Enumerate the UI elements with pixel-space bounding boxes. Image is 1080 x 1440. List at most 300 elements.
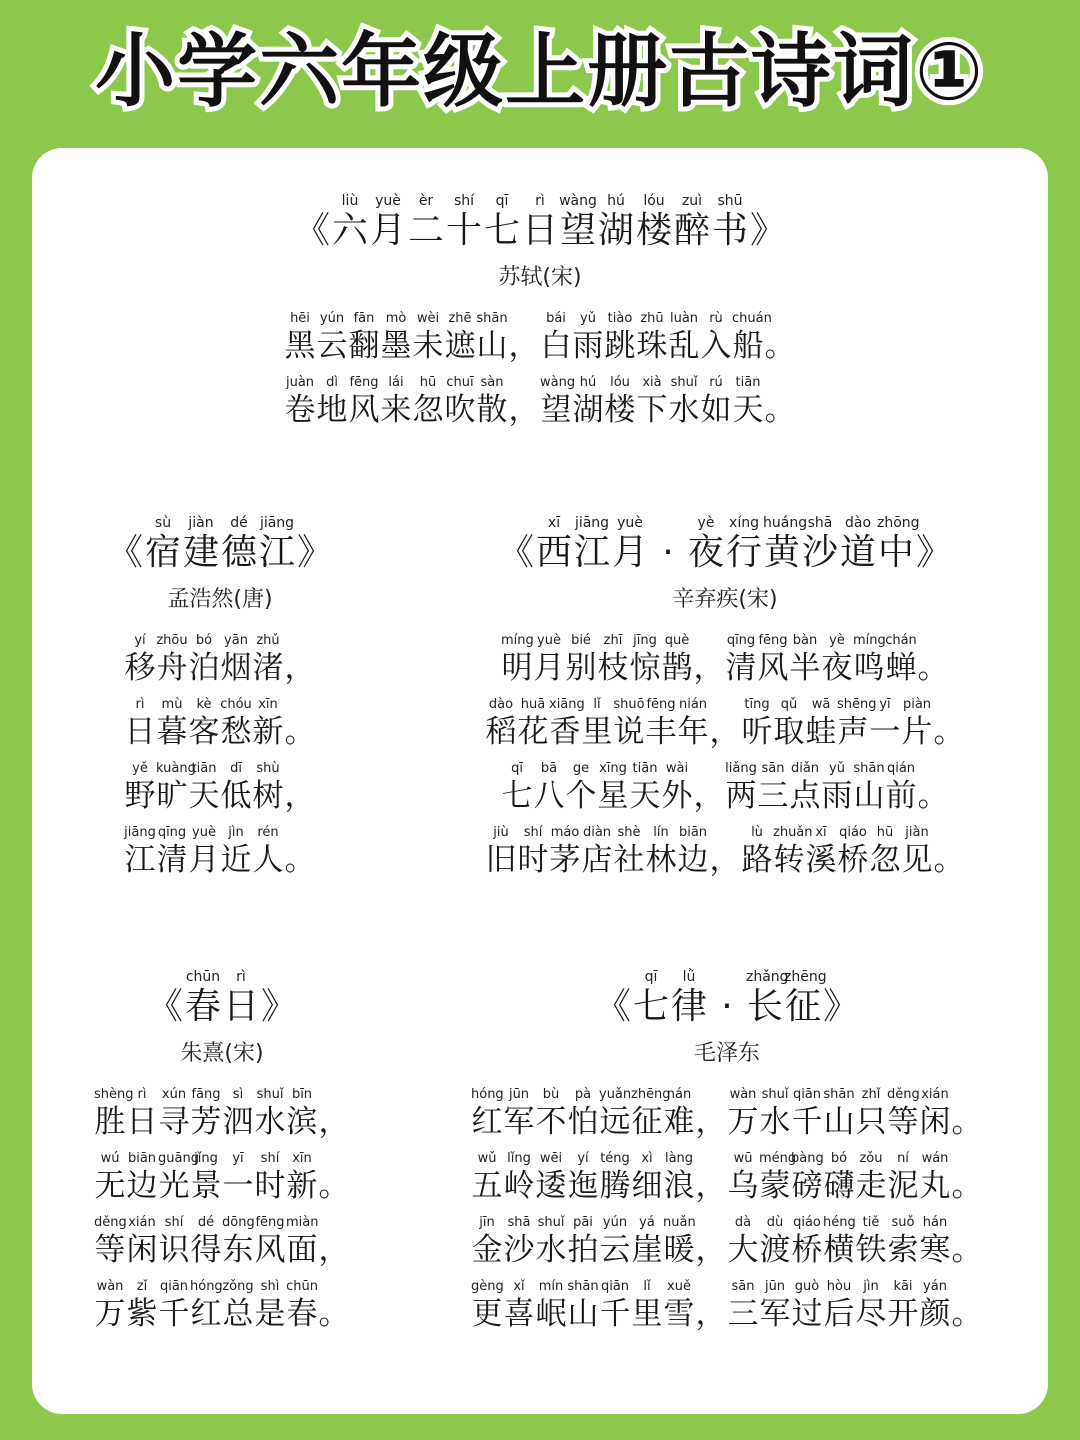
verse-char [286,1279,318,1333]
hanzi: 半 [789,650,821,686]
verse-char [126,1151,158,1205]
hanzi: 泗 [222,1104,254,1140]
pinyin: jìn [228,825,244,840]
verse-char [915,514,953,574]
hanzi: · [721,986,733,1027]
verse-char [670,968,708,1028]
verse-char [158,1279,190,1333]
poem-1 [32,192,1048,439]
pinyin: bié [571,633,591,648]
poem-title [72,968,372,1028]
pinyin: dōng [222,1215,255,1230]
hanzi: 七 [483,210,520,251]
pinyin: dào [844,515,872,531]
hanzi: 水 [254,1104,286,1140]
verse-char [190,1279,222,1333]
verse-char [673,192,711,252]
pinyin [146,968,184,986]
hanzi: 》 [260,986,297,1027]
pinyin: téng [600,1151,630,1166]
pinyin: zǒng [222,1279,254,1294]
verse-char [156,825,188,879]
hanzi: 转 [773,842,805,878]
page-title: 小学六年级上册古诗词① [95,25,985,118]
hanzi: 见 [901,842,933,878]
hanzi: 乌 [727,1168,759,1204]
hanzi: ， [508,328,540,364]
pinyin: lǐ [593,697,601,712]
pinyin: hū [876,825,894,840]
hanzi: 暖 [663,1232,695,1268]
hanzi: 远 [599,1104,631,1140]
hanzi: 德 [220,532,257,573]
verse-line [430,633,1020,687]
pinyin: yè [697,515,715,531]
pinyin: bīn [291,1087,313,1102]
verse-char [668,311,700,365]
hanzi: 店 [581,842,613,878]
verse-char [764,375,796,429]
pinyin: guāng [158,1151,199,1166]
pinyin: chán [885,633,917,648]
verse-char [222,968,260,1028]
verse-char [331,192,369,252]
hanzi: 总 [222,1296,254,1332]
hanzi: 前 [885,778,917,814]
pinyin: mù [161,697,183,712]
hanzi: 开 [887,1296,919,1332]
pinyin: dī [230,761,242,776]
hanzi: 旷 [156,778,188,814]
poem-3 [430,514,1020,889]
verse-char [124,633,156,687]
hanzi: 天 [188,778,220,814]
hanzi: 别 [565,650,597,686]
hanzi: 时 [254,1168,286,1204]
hanzi: 》 [749,210,786,251]
verse-char [599,1215,631,1269]
verse-char [293,192,331,252]
verse-char [631,1087,671,1141]
hanzi: 边 [126,1168,158,1204]
verse-char [444,311,476,365]
hanzi: 后 [823,1296,855,1332]
hanzi: 不 [535,1104,567,1140]
verse-char [503,1279,535,1333]
pinyin: shì [260,1279,280,1294]
pinyin: shù [256,761,280,776]
verse-char [567,1279,599,1333]
hanzi: 一 [869,714,901,750]
pinyin: sān [761,761,785,776]
verse-char [677,825,709,879]
verse-line [70,633,370,687]
hanzi: 渡 [759,1232,791,1268]
hanzi: 。 [917,650,949,686]
verse-char [837,825,869,879]
pinyin: qiān [159,1279,189,1294]
verse-char [791,1215,823,1269]
verse-char [645,697,677,751]
poem-author: 朱熹(宋) [180,1041,264,1066]
pinyin: wā [811,697,831,712]
pinyin: hú [607,193,625,209]
hanzi: 星 [597,778,629,814]
pinyin [749,192,787,210]
hanzi: 。 [764,392,796,428]
pinyin: kuàng [156,761,196,776]
verse-char [869,697,901,751]
hanzi: 五 [471,1168,503,1204]
hanzi: 细 [631,1168,663,1204]
verse-char [188,633,220,687]
pinyin: wú [100,1151,120,1166]
pinyin: děng [887,1087,920,1102]
verse-char [348,375,380,429]
verse-char [318,1087,350,1141]
verse-char [594,968,632,1028]
verse-char [629,761,661,815]
pinyin [709,825,741,841]
verse-char [258,514,296,574]
pinyin: tiào [607,311,633,326]
pinyin: shān [853,761,885,776]
hanzi: 枝 [597,650,629,686]
verse-char [789,761,821,815]
pinyin: bái [546,311,566,326]
hanzi: 散 [476,392,508,428]
poem-2 [70,514,370,889]
verse-char [471,1215,503,1269]
verse-char [521,192,559,252]
hanzi: 蛙 [805,714,837,750]
pinyin: hóng [471,1087,504,1102]
pinyin [915,514,953,532]
verse-char [599,1087,631,1141]
hanzi: 浪 [663,1168,695,1204]
hanzi: 湖 [572,392,604,428]
pinyin [695,1087,727,1103]
verse-char [476,311,508,365]
poem-author: 苏轼(宋) [498,265,582,290]
pinyin: míng [853,633,886,648]
hanzi: 金 [471,1232,503,1268]
verse-char [535,1087,567,1141]
verse-char [190,1151,222,1205]
verse-char [220,633,252,687]
verse-char [222,1279,254,1333]
hanzi: 丰 [645,714,677,750]
pinyin: làng [664,1151,694,1166]
pinyin: qī [495,193,509,209]
hanzi: 稻 [485,714,517,750]
verse-char [695,1087,727,1141]
pinyin [764,375,796,391]
pinyin: tiān [735,375,761,390]
pinyin: hú [579,375,597,390]
pinyin: bàn [792,633,818,648]
pinyin: zhōu [156,633,188,648]
verse-char [711,192,749,252]
verse-char [663,1215,695,1269]
verse-char [855,1087,887,1141]
hanzi: ， [695,1168,727,1204]
verse-char [853,761,885,815]
pinyin: tīng [744,697,770,712]
verse-char [757,761,789,815]
pinyin [764,311,796,327]
pinyin [293,192,331,210]
hanzi: 旧 [485,842,517,878]
verse-char [604,375,636,429]
pinyin [284,697,316,713]
hanzi: 景 [190,1168,222,1204]
verse-char [188,697,220,751]
poem-verses [430,633,1020,879]
verse-char [284,375,316,429]
hanzi: 墨 [380,328,412,364]
verse-line [72,1279,372,1333]
verse-char [887,1279,919,1333]
verse-char [565,761,597,815]
hanzi: 江 [124,842,156,878]
verse-char [693,761,725,815]
hanzi: 翻 [348,328,380,364]
pinyin [508,375,540,391]
verse-char [887,1087,919,1141]
verse-char [661,761,693,815]
hanzi: 桥 [791,1232,823,1268]
pinyin [695,1151,727,1167]
hanzi: 只 [855,1104,887,1140]
hanzi: 云 [599,1232,631,1268]
verse-char [497,514,535,574]
hanzi: 道 [839,532,876,573]
pinyin: yuǎn [599,1087,632,1102]
hanzi: 溪 [805,842,837,878]
pinyin: shí [523,825,543,840]
hanzi: 取 [773,714,805,750]
hanzi: 新 [286,1168,318,1204]
hanzi: 《 [497,532,534,573]
verse-char [124,697,156,751]
verse-char [663,1279,695,1333]
pinyin: zhuǎn [773,825,813,840]
verse-char [784,968,827,1028]
verse-char [483,192,521,252]
verse-char [773,825,813,879]
verse-char [732,375,764,429]
verse-char [822,968,860,1028]
hanzi: 雪 [663,1296,695,1332]
verse-line [417,1215,1037,1269]
verse-char [727,1151,759,1205]
hanzi: 。 [951,1296,983,1332]
pinyin: lín [653,825,669,840]
pinyin: hán [922,1215,948,1230]
verse-char [567,1215,599,1269]
verse-char [700,311,732,365]
hanzi: 春 [286,1296,318,1332]
pinyin [693,633,725,649]
pinyin: mín [538,1279,564,1294]
verse-char [741,825,773,879]
pinyin: liù [341,193,359,209]
poem-author: 孟浩然(唐) [167,587,273,612]
verse-char [188,761,220,815]
pinyin: bā [540,761,558,776]
verse-char [773,697,805,751]
verse-char [485,825,517,879]
pinyin [709,697,741,713]
verse-char [501,761,533,815]
pinyin: xì [641,1151,653,1166]
pinyin: xún [161,1087,187,1102]
hanzi: 寻 [158,1104,190,1140]
verse-char [725,633,757,687]
verse-char [725,514,763,574]
verse-char [222,1215,254,1269]
pinyin [318,1215,350,1231]
verse-char [855,1215,887,1269]
verse-char [471,1151,503,1205]
hanzi: 天 [629,778,661,814]
pinyin: zuì [681,193,703,209]
verse-char [124,825,156,879]
pinyin: lù [751,825,763,840]
hanzi: 江 [258,532,295,573]
pinyin: bó [195,633,213,648]
verse-char [549,825,581,879]
hanzi: 七 [501,778,533,814]
pinyin [318,1279,350,1295]
verse-char [951,1215,983,1269]
hanzi: 》 [822,986,859,1027]
hanzi: 万 [727,1104,759,1140]
verse-char [517,697,549,751]
verse-line [430,697,1020,751]
pinyin: gèng [471,1279,504,1294]
hanzi: 楼 [635,210,672,251]
verse-char [635,192,673,252]
pinyin: shuǐ [256,1087,284,1102]
pinyin: qiān [792,1087,822,1102]
pinyin: jiù [493,825,509,840]
verse-char [951,1151,983,1205]
pinyin: jūn [508,1087,530,1102]
pinyin [497,514,535,532]
hanzi: 沙 [801,532,838,573]
verse-char [663,1087,695,1141]
verse-char [611,514,649,574]
pinyin: zhēng [784,969,827,985]
verse-char [581,825,613,879]
pinyin: shān [823,1087,855,1102]
hanzi: 夜 [687,532,724,573]
hanzi: 卷 [284,392,316,428]
pinyin: bàng [791,1151,824,1166]
verse-char [933,697,965,751]
verse-char [746,968,789,1028]
hanzi: 难 [663,1104,695,1140]
pinyin: liǎng [725,761,757,776]
pinyin: jiāng [124,825,156,840]
pinyin: lǐng [507,1151,531,1166]
pinyin: sù [154,515,172,531]
pinyin: jūn [764,1279,786,1294]
hanzi: 天 [732,392,764,428]
pinyin: xiāng [549,697,585,712]
pinyin: tiān [191,761,217,776]
pinyin: qiān [600,1279,630,1294]
hanzi: 》 [915,532,952,573]
pinyin: jīn [479,1215,495,1230]
verse-char [823,1151,855,1205]
hanzi: ， [284,650,316,686]
pinyin: èr [418,193,434,209]
hanzi: ， [695,1232,727,1268]
verse-char [146,968,184,1028]
pinyin: guò [794,1279,820,1294]
pinyin: hēi [290,311,310,326]
hanzi: 暮 [156,714,188,750]
hanzi: 紫 [126,1296,158,1332]
verse-char [757,633,789,687]
pinyin: dé [197,1215,215,1230]
pinyin: yuè [617,515,643,531]
verse-char [869,825,901,879]
pinyin: què [664,633,690,648]
hanzi: 里 [581,714,613,750]
hanzi: ， [318,1232,350,1268]
hanzi: 水 [668,392,700,428]
hanzi: 水 [759,1104,791,1140]
verse-char [885,633,917,687]
pinyin: jiāng [574,515,610,531]
verse-char [445,192,483,252]
hanzi: 如 [700,392,732,428]
pinyin [695,1215,727,1231]
verse-char [917,761,949,815]
pinyin [260,968,298,986]
pinyin: rì [135,697,145,712]
pinyin: zhōng [877,515,920,531]
pinyin: nián [678,697,708,712]
hanzi: 三 [727,1296,759,1332]
hanzi: 。 [951,1104,983,1140]
pinyin: xīng [599,761,627,776]
verse-char [805,825,837,879]
pinyin: hóng [190,1279,223,1294]
verse-line [417,1279,1037,1333]
pinyin: wàn [729,1087,757,1102]
pinyin: xíng [729,515,759,531]
hanzi: 宿 [144,532,181,573]
verse-char [597,633,629,687]
hanzi: 六 [331,210,368,251]
verse-char [412,311,444,365]
pinyin: xīn [258,697,278,712]
verse-char [823,1087,855,1141]
hanzi: 芳 [190,1104,222,1140]
hanzi: 军 [759,1296,791,1332]
hanzi: 夜 [821,650,853,686]
content-card [32,148,1048,1414]
pinyin [296,514,334,532]
hanzi: 移 [124,650,156,686]
hanzi: · [662,532,674,573]
hanzi: 蝉 [885,650,917,686]
